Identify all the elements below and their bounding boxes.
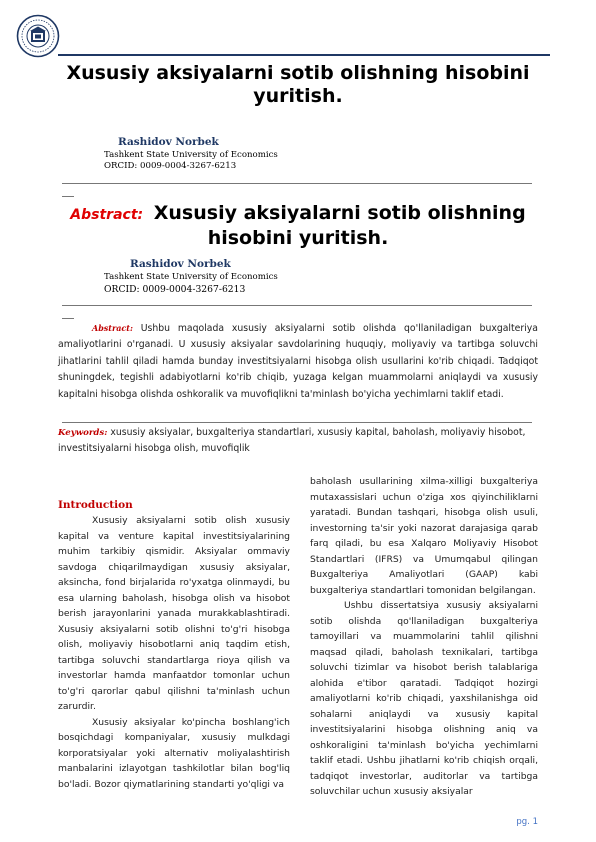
repeat-affiliation-block — [104, 272, 278, 283]
separator-stub-2 — [62, 318, 74, 319]
separator-stub — [62, 196, 74, 197]
author-affiliation-repeat: Tashkent State University of Economics — [104, 272, 278, 282]
repeat-author-block — [130, 258, 231, 271]
separator-rule — [62, 183, 532, 184]
author-affiliation: Tashkent State University of Economics — [104, 150, 278, 160]
page-number: pg. 1 — [516, 817, 538, 827]
header-rule — [58, 54, 550, 56]
abstract-heading-title: Xususiy aksiyalarni sotib olishning hisobini yuritish. — [153, 202, 526, 249]
left-column — [58, 498, 290, 792]
author-block — [118, 136, 219, 149]
abstract-text: Ushbu maqolada xususiy aksiyalarni sotib olishda qo'llaniladigan buxgalteriya amaliyotlarini o'rganadi. U xususiy aksiyalar savdolarining huquqiy, moliyaviy va tartibga soluvchi jihatlarini tahlil qiladi hamda bunday investitsiyalarni hisobga olish usullarini ko'rib chiqadi. Tadqiqot shuningdek, tegishli adabiyotlarni ko'rib chiqib, yuzaga kelgan muammolarni aniqlaydi va xususiy kapitalni hisobga olishda oshkoralik va muvofiqlikni ta'minlash bo'yicha yechimlarni taklif etadi. — [58, 323, 538, 400]
author-orcid-block — [104, 161, 236, 172]
repeat-orcid-block — [104, 284, 245, 295]
university-logo-icon — [16, 14, 60, 58]
abstract-heading-label: Abstract: — [70, 207, 144, 223]
keywords-paragraph — [58, 425, 538, 456]
author-affiliation-block — [104, 150, 278, 161]
abstract-label: Abstract: — [92, 323, 133, 333]
paper-title: Xususiy aksiyalarni sotib olishning hisobini yuritish. — [66, 62, 530, 107]
keywords-text: xususiy aksiyalar, buxgalteriya standartlari, xususiy kapital, baholash, moliyaviy hisobot, investitsiyalarni hisobga olish, muvofiqlik — [58, 427, 526, 454]
intro-paragraph: Xususiy aksiyalar ko'pincha boshlang'ich bosqichdagi kompaniyalar, xususiy mulkdagi korporatsiyalar yoki alternativ moliyalashtirish manbalarini izlayotgan tashkilotlar bilan bog'liq bo'ladi. Bozor qiymatlarining standarti yo'qligi va — [58, 716, 290, 790]
right-column — [310, 474, 538, 800]
author-name: Rashidov Norbek — [118, 136, 219, 148]
author-name-repeat: Rashidov Norbek — [130, 258, 231, 270]
author-orcid-repeat: ORCID: 0009-0004-3267-6213 — [104, 284, 246, 295]
author-orcid: ORCID: 0009-0004-3267-6213 — [104, 161, 237, 171]
separator-rule-2 — [62, 305, 532, 306]
intro-paragraph: Xususiy aksiyalarni sotib olish xususiy kapital va venture kapital investitsiyalarining muhim tarkibiy qismidir. Aksiyalar ommaviy savdoga chiqarilmaydigan xususiy aksiyalar, aksincha, fond birjalarida ro'yxatga olinmaydi, bu esa ularning baholash, hisobga olish va hisobot berish jarayonlarini yanada murakkablashtiradi. Xususiy aksiyalarni sotib olishni to'g'ri hisobga olish, moliyaviy hisobotlarni aniq taqdim etish, tartibga soluvchi standartlarga rioya qilish va investorlar hamda manfaatdor tomonlar uchun to'g'ri qarorlar qabul qilishni ta'minlash uchun zarurdir. — [58, 515, 290, 712]
abstract-paragraph — [58, 320, 538, 403]
introduction-heading: Introduction — [58, 499, 133, 511]
abstract-heading — [60, 202, 536, 250]
body-paragraph: Ushbu dissertatsiya xususiy aksiyalarni sotib olishda qo'llaniladigan buxgalteriya tamoyillari va muammolarini tahlil qilishni maqsad qiladi, baholash texnikalari, tartibga soluvchi tizimlar va hisobot berish talablariga alohida e'tibor qaratadi. Tadqiqot hozirgi amaliyotlarni ko'rib chiqadi, yaxshilanishga oid sohalarni aniqlaydi va xususiy kapital investitsiyalarini hisobga olishning aniq va oshkoraligini ta'minlash bo'yicha yechimlarni taklif etadi. Ushbu jihatlarni ko'rib chiqish orqali, tadqiqot investorlar, auditorlar va tartibga soluvchilar uchun xususiy aksiyalar — [310, 600, 538, 797]
separator-rule-3 — [62, 422, 532, 423]
keywords-label: Keywords: — [58, 428, 108, 438]
body-paragraph: baholash usullarining xilma-xilligi buxgalteriya mutaxassislari uchun o'ziga xos qiyinchiliklarni yaratadi. Bundan tashqari, hisobga olish usuli, investorning ta'sir yoki nazorat darajasiga qarab farq qiladi, bu esa Xalqaro Moliyaviy Hisobot Standartlari (IFRS) va Umumqabul qilingan Buxgalteriya Amaliyotlari (GAAP) kabi buxgalteriya standartlari tomonidan belgilangan. — [310, 476, 538, 596]
